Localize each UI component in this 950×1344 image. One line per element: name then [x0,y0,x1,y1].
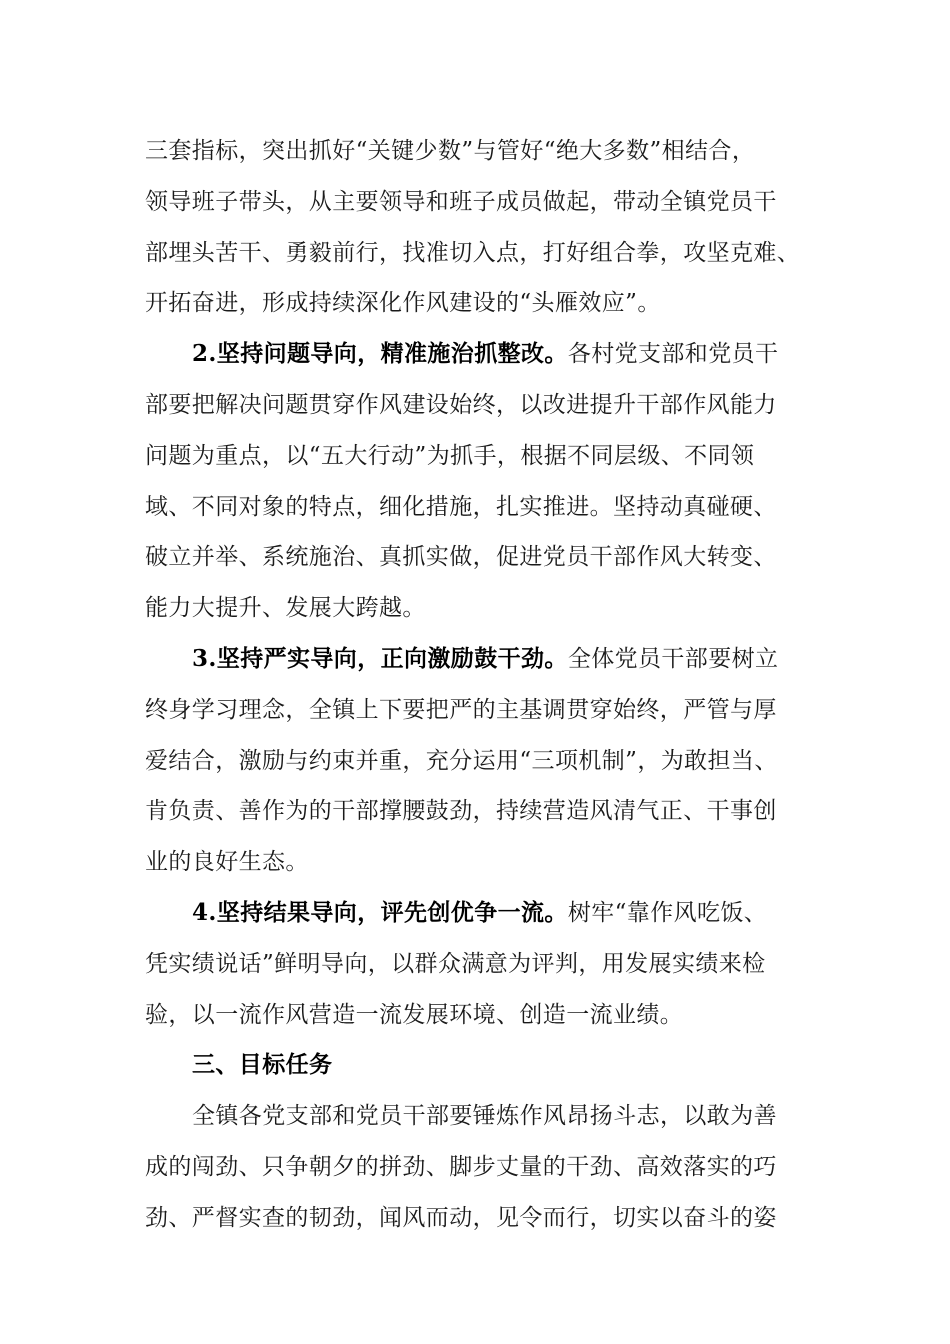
body-text: 树牢“靠作风吃饭、 [567,899,768,926]
body-text: 全镇各党支部和党员干部要锤炼作风昂扬斗志，以敢为善 [192,1103,777,1130]
body-text: 业的良好生态。 [145,849,309,876]
text-line [145,1091,825,1142]
body-text: 问题为重点，以“五大行动”为抓手，根据不同层级、不同领 [145,442,755,469]
body-text: 域、不同对象的特点，细化措施，扎实推进。坚持动真碰硬、 [145,493,777,520]
text-line [145,786,825,837]
body-text: 爱结合，激励与约束并重，充分运用“三项机制”，为敢担当、 [145,747,778,774]
bold-heading-text: 3.坚持严实导向，正向激励鼓干劲。 [192,644,568,672]
text-line [145,329,825,380]
body-text: 验，以一流作风营造一流发展环境、创造一流业绩。 [145,1001,684,1028]
body-text: 凭实绩说话”鲜明导向，以群众满意为评判，用发展实绩来检 [145,950,766,977]
body-text: 部要把解决问题贯穿作风建设始终，以改进提升干部作风能力 [145,391,777,418]
body-text: 全体党员干部要树立 [567,645,779,672]
body-text: 开拓奋进，形成持续深化作风建设的“头雁效应”。 [145,290,661,317]
text-line [145,278,825,329]
document-body [145,126,825,1244]
bold-heading-text: 4.坚持结果导向，评先创优争一流。 [192,898,568,926]
text-line [145,939,825,990]
bold-heading-text: 2.坚持问题导向，精准施治抓整改。 [192,340,568,368]
text-line [145,482,825,533]
text-line [145,380,825,431]
body-text: 破立并举、系统施治、真抓实做，促进党员干部作风大转变、 [145,544,777,571]
body-text: 各村党支部和党员干 [567,341,779,368]
body-text: 成的闯劲、只争朝夕的拼劲、脚步丈量的干劲、高效落实的巧 [145,1153,777,1180]
body-text: 领导班子带头，从主要领导和班子成员做起，带动全镇党员干 [145,188,777,215]
text-line [145,126,825,177]
text-line [145,888,825,939]
text-line [145,837,825,888]
text-line [145,431,825,482]
body-text: 肯负责、善作为的干部撑腰鼓劲，持续营造风清气正、干事创 [145,798,777,825]
text-line [145,990,825,1041]
text-line [145,685,825,736]
body-text: 劲、严督实查的韧劲，闻风而动，见令而行，切实以奋斗的姿 [145,1204,777,1231]
text-line [145,228,825,279]
body-text: 三套指标，突出抓好“关键少数”与管好“绝大多数”相结合， [145,138,756,164]
text-line [145,736,825,787]
text-line [145,177,825,228]
body-text: 部埋头苦干、勇毅前行，找准切入点，打好组合拳，攻坚克难、 [145,239,801,266]
body-text: 终身学习理念，全镇上下要把严的主基调贯穿始终，严管与厚 [145,696,777,723]
text-line [145,634,825,685]
text-line [145,532,825,583]
body-text: 能力大提升、发展大跨越。 [145,595,426,622]
text-line [145,583,825,634]
text-line [145,1142,825,1193]
text-line [145,1193,825,1244]
text-line [145,1040,825,1091]
bold-heading-text: 三、目标任务 [192,1051,333,1079]
